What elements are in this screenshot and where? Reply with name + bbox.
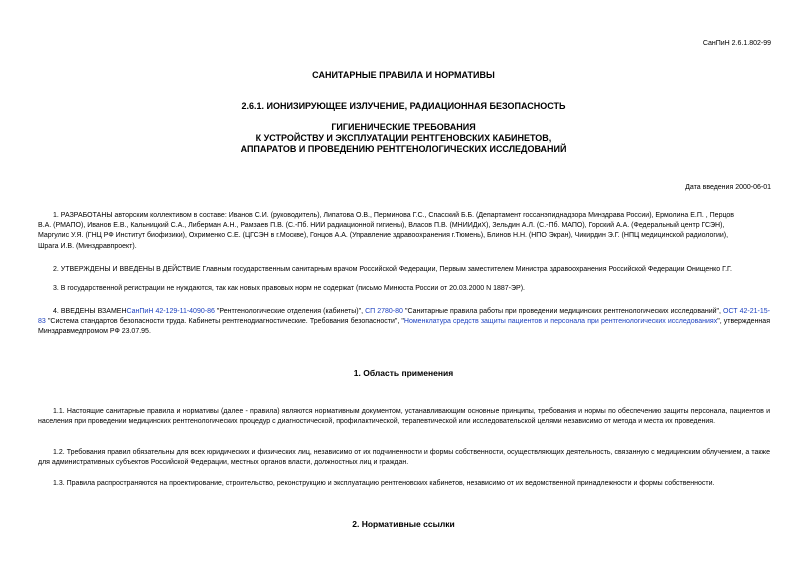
section-heading-scope: 1. Область применения — [353, 368, 454, 378]
paragraph-line: 1. РАЗРАБОТАНЫ авторским коллективом в составе: Иванов С.И. (руководитель), Липатова О.В., Перминова Г.С., Спасский Б.Б. (Департамент госсанэпиднадзора Минздрава России), Ермолина Е.П. , Перцов — [53, 212, 735, 219]
paragraph-1-3: 1.3. Правила распространяются на проектирование, строительство, реконструкцию и эксплуатацию рентгеновских кабинетов, независимо от их ведомственной принадлежности и формы собственности. — [53, 480, 715, 487]
document-section-title: 2.6.1. ИОНИЗИРУЮЩЕЕ ИЗЛУЧЕНИЕ, РАДИАЦИОННАЯ БЕЗОПАСНОСТЬ — [241, 101, 566, 111]
paragraph-1-2: 1.2. Требования правил обязательны для всех юридических и физических лиц, независимо от их подчиненности и формы собственности, осуществляющих деятельность, связанную с медицинским облучением, а также для административных субъектов Российской Федерации, местных органов власти, должностных лиц и граждан. — [38, 449, 770, 467]
paragraph-replaced — [38, 307, 770, 338]
section-heading-references: 2. Нормативные ссылки — [352, 519, 455, 529]
replaced-text: "Санитарные правила работы при проведении медицинских рентгенологических исследований", — [402, 308, 724, 315]
replaced-prefix: 4. ВВЕДЕНЫ ВЗАМЕН — [53, 308, 127, 315]
replaced-text: "Рентгенологические отделения (кабинеты)", — [214, 308, 366, 315]
requirements-title-line: АППАРАТОВ И ПРОВЕДЕНИЮ РЕНТГЕНОЛОГИЧЕСКИХ ИССЛЕДОВАНИЙ — [240, 144, 567, 154]
paragraph-line: В.А. (РМАПО), Иванов Е.В., Кальницкий С.А., Либерман А.Н., Рамзаев П.В. (С.-Пб. НИИ радиационной гигиены), Власов П.В. (МНИИДиХ), Зельдин А.Л. (С.-Пб. МАПО), Горский А.А. (Федеральный центр ГСЭН), — [38, 222, 725, 230]
link-nomenclature[interactable]: Номенклатура средств защиты пациентов и персонала при рентгенологических исследованиях — [403, 318, 718, 326]
requirements-title-line: ГИГИЕНИЧЕСКИЕ ТРЕБОВАНИЯ — [331, 122, 476, 132]
requirements-title-line: К УСТРОЙСТВУ И ЭКСПЛУАТАЦИИ РЕНТГЕНОВСКИХ КАБИНЕТОВ, — [255, 133, 552, 143]
paragraph-line: Шрага И.В. (Минздравпроект). — [38, 242, 137, 250]
replaced-text: ", утвержденная Минздравмедпромом РФ 23.07.95. — [38, 318, 770, 336]
link-sanpin-42-129[interactable]: СанПиН 42-129-11-4090-86 — [126, 308, 215, 315]
replaced-text: "Система стандартов безопасности труда. Кабинеты рентгенодиагностические. Требования безопасности", " — [45, 318, 404, 326]
paragraph-line: Маргулис У.Я. (ГНЦ РФ Институт биофизики), Охрименко С.Е. (ЦГСЭН в г.Москве), Гонцов А.А. (Управление здравоохранения г.Тюмень), Блинов Н.Н. (НПО Экран), Чикирдин Э.Г. (НПЦ медицинской радиологии), — [38, 232, 729, 240]
intro-date: Дата введения 2000-06-01 — [685, 184, 771, 191]
paragraph-developers — [38, 211, 770, 252]
link-sp-2780-80[interactable]: СП 2780-80 — [365, 308, 403, 315]
link-ost-42-21-15-83[interactable]: ОСТ 42-21-15-83 — [38, 308, 770, 326]
document-code: СанПиН 2.6.1.802-99 — [702, 40, 771, 47]
paragraph-approved: 2. УТВЕРЖДЕНЫ И ВВЕДЕНЫ В ДЕЙСТВИЕ Главным государственным санитарным врачом Российской Федерации, Первым заместителем Министра здравоохранения Российской Федерации Онищенко Г.Г. — [53, 266, 732, 273]
document-title: САНИТАРНЫЕ ПРАВИЛА И НОРМАТИВЫ — [312, 70, 495, 80]
document-requirements-title — [0, 122, 807, 155]
paragraph-1-1: 1.1. Настоящие санитарные правила и нормативы (далее - правила) являются нормативным документом, устанавливающим основные принципы, требования и нормы по обеспечению защиты персонала, пациентов и населения при проведении медицинских рентгенологических процедур с диагностической, профилактической, терапевтической или исследовательской целями независимо от метода и места их проведения. — [38, 408, 770, 426]
paragraph-registration: 3. В государственной регистрации не нуждаются, так как новых правовых норм не содержат (письмо Минюста России от 20.03.2000 N 1887-ЭР). — [53, 285, 525, 292]
